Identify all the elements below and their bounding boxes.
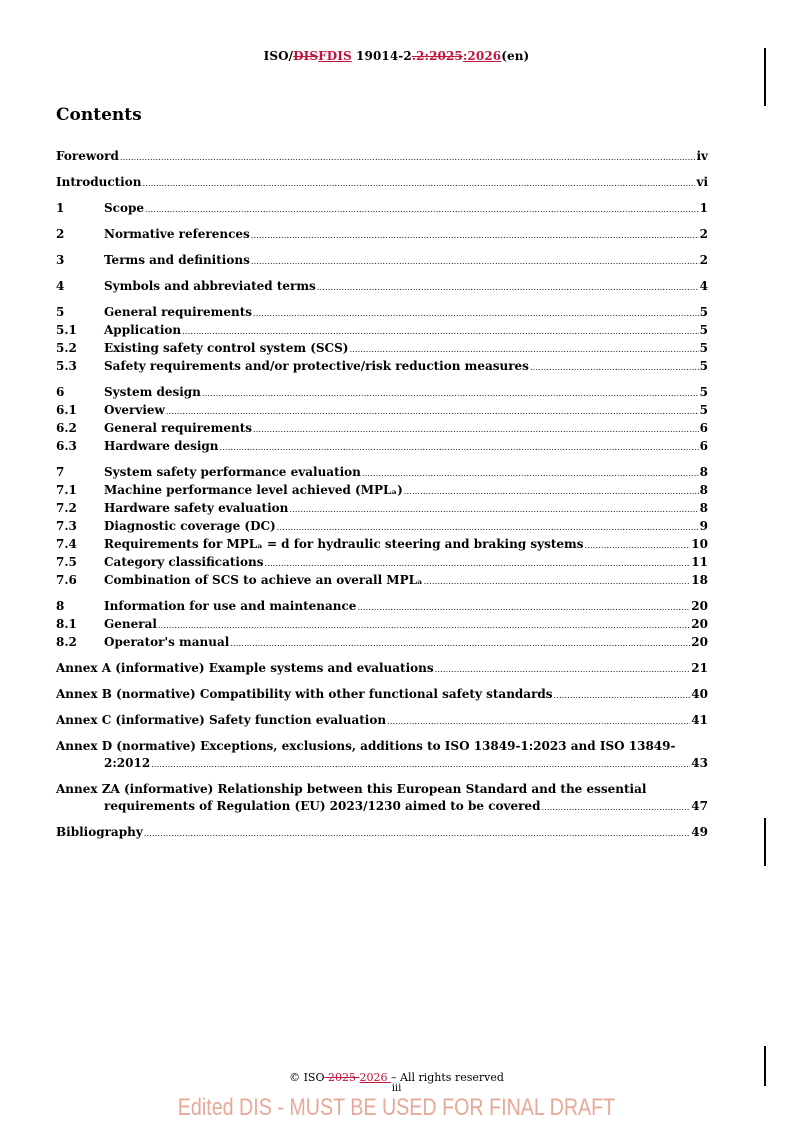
toc-entry[interactable] (56, 304, 708, 322)
toc-entry-title: Annex A (informative) Example systems and evaluations (56, 661, 434, 675)
page-number: iii (391, 1083, 402, 1094)
toc-entry[interactable] (56, 686, 708, 704)
toc-leader-dots (253, 305, 699, 322)
toc-entry-title: Annex B (normative) Compatibility with other functional safety standards (56, 687, 553, 701)
toc-entry-title-continued: 2:2012 (104, 756, 151, 770)
toc-entry-page: 20 (691, 635, 708, 649)
toc-leader-dots (251, 227, 699, 244)
toc-entry[interactable] (56, 438, 708, 456)
toc-entry[interactable] (56, 598, 708, 616)
toc-entry-page: 5 (699, 385, 708, 399)
toc-entry-title: Combination of SCS to achieve an overall MPLₐ (104, 573, 423, 587)
toc-entry-title: System safety performance evaluation (104, 465, 361, 479)
toc-leader-dots (317, 279, 699, 296)
toc-entry-number: 7.4 (56, 537, 77, 551)
toc-leader-dots (357, 599, 690, 616)
toc-entry-number: 6.2 (56, 421, 77, 435)
toc-entry[interactable] (56, 536, 708, 554)
toc-entry-title: Safety requirements and/or protective/risk reduction measures (104, 359, 529, 373)
toc-entry-page: 43 (691, 756, 708, 770)
toc-entry-page: 6 (699, 439, 708, 453)
footer-inserted-year: 2026 (359, 1071, 391, 1084)
toc-entry-number: 6.1 (56, 403, 77, 417)
header-deleted-stage: DIS (293, 49, 319, 63)
toc-entry-number: 8.1 (56, 617, 77, 631)
toc-entry[interactable] (56, 148, 708, 166)
toc-entry-title: Diagnostic coverage (DC) (104, 519, 276, 533)
toc-entry[interactable] (56, 402, 708, 420)
toc-entry-title: Application (104, 323, 182, 337)
toc-leader-dots (142, 175, 695, 192)
toc-entry-bibliography[interactable] (56, 824, 708, 842)
toc-entry-page: 11 (691, 555, 708, 569)
toc-leader-dots (387, 713, 690, 730)
toc-entry-title: Foreword (56, 149, 119, 163)
toc-entry-page: 5 (699, 341, 708, 355)
toc-entry-number: 1 (56, 201, 65, 215)
toc-entry-page: 8 (699, 465, 708, 479)
toc-entry-title: Hardware design (104, 439, 219, 453)
toc-entry[interactable] (56, 518, 708, 536)
header-inserted-stage: FDIS (318, 49, 352, 63)
toc-entry-number: 7.1 (56, 483, 77, 497)
toc-entry[interactable] (56, 464, 708, 482)
toc-entry[interactable] (56, 712, 708, 730)
toc-entry-title: System design (104, 385, 201, 399)
toc-entry-number: 5 (56, 305, 65, 319)
toc-leader-dots (362, 465, 699, 482)
toc-rows (56, 148, 708, 730)
document-header (0, 49, 793, 63)
toc-entry-title: Machine performance level achieved (MPLₐ) (104, 483, 403, 497)
toc-entry-page: 2 (699, 227, 708, 241)
header-lang: (en) (501, 49, 530, 63)
toc-leader-dots (554, 687, 691, 704)
toc-entry-number: 4 (56, 279, 65, 293)
toc-entry-title: Annex C (informative) Safety function evaluation (56, 713, 387, 727)
toc-entry[interactable] (56, 226, 708, 244)
toc-entry-title: Bibliography (56, 825, 143, 839)
toc-entry-title: Operator's manual (104, 635, 230, 649)
header-number: 19014-2 (351, 49, 412, 63)
header-deleted-year: .2:2025 (411, 49, 463, 63)
toc-entry-title: Annex ZA (informative) Relationship between this European Standard and the essential (56, 782, 647, 796)
toc-entry-number: 5.3 (56, 359, 77, 373)
toc-entry[interactable] (56, 278, 708, 296)
toc-leader-dots (435, 661, 691, 678)
toc-leader-dots (404, 483, 699, 500)
toc-leader-dots (585, 537, 691, 554)
toc-entry[interactable] (56, 384, 708, 402)
toc-entry-page: 5 (699, 359, 708, 373)
toc-leader-dots (424, 573, 691, 590)
toc-entry-title: Symbols and abbreviated terms (104, 279, 316, 293)
toc-leader-dots (120, 149, 696, 166)
toc-entry-number: 7.3 (56, 519, 77, 533)
toc-entry-page: 20 (691, 617, 708, 631)
toc-leader-dots (251, 253, 699, 270)
toc-entry-page: vi (696, 175, 708, 189)
toc-entry-title: Requirements for MPLₐ = d for hydraulic steering and braking systems (104, 537, 584, 551)
toc-entry-page: 9 (699, 519, 708, 533)
toc-entry-page: 41 (691, 713, 708, 727)
toc-entry-page: 8 (699, 483, 708, 497)
toc-leader-dots (253, 421, 699, 438)
header-inserted-year: :2026 (462, 49, 502, 63)
toc-entry-number: 2 (56, 227, 65, 241)
toc-entry-annex-d[interactable] (56, 738, 708, 773)
toc-entry-number: 5.1 (56, 323, 77, 337)
toc-leader-dots (144, 825, 691, 842)
toc-entry[interactable] (56, 500, 708, 518)
toc-entry-page: 6 (699, 421, 708, 435)
toc-leader-dots (202, 385, 699, 402)
toc-entry[interactable] (56, 340, 708, 358)
toc-leader-dots (277, 519, 699, 536)
toc-entry-page: 8 (699, 501, 708, 515)
page-footer (0, 1071, 793, 1093)
toc-entry[interactable] (56, 482, 708, 500)
toc-entry-page: 1 (699, 201, 708, 215)
toc-entry-page: 10 (691, 537, 708, 551)
toc-leader-dots (158, 617, 690, 634)
footer-rights: – All rights reserved (391, 1071, 504, 1084)
toc-entry[interactable] (56, 322, 708, 340)
toc-entry-number: 8.2 (56, 635, 77, 649)
toc-leader-dots (349, 341, 698, 358)
toc-entry-title: Scope (104, 201, 145, 215)
toc-entry-number: 7 (56, 465, 65, 479)
draft-watermark: Edited DIS - MUST BE USED FOR FINAL DRAFT (177, 1094, 616, 1121)
toc-entry-number: 7.2 (56, 501, 77, 515)
toc-entry-title: Overview (104, 403, 165, 417)
toc-entry-title: Terms and definitions (104, 253, 250, 267)
toc-entry-number: 3 (56, 253, 65, 267)
toc-entry-page: 20 (691, 599, 708, 613)
toc-entry-title: General (104, 617, 157, 631)
toc-entry-title: Normative references (104, 227, 250, 241)
toc-entry[interactable] (56, 554, 708, 572)
toc-entry-number: 8 (56, 599, 65, 613)
toc-entry-number: 6.3 (56, 439, 77, 453)
toc-entry-title: Hardware safety evaluation (104, 501, 289, 515)
toc-entry-title: General requirements (104, 305, 253, 319)
table-of-contents (56, 148, 708, 842)
toc-entry-title: Annex D (normative) Exceptions, exclusions, additions to ISO 13849-1:2023 and ISO 13849- (56, 739, 676, 753)
toc-leader-dots (230, 635, 690, 652)
toc-leader-dots (151, 756, 690, 773)
toc-entry-annex-za[interactable] (56, 781, 708, 816)
toc-entry-page: 40 (691, 687, 708, 701)
toc-entry-page: 5 (699, 403, 708, 417)
toc-leader-dots (220, 439, 699, 456)
toc-entry[interactable] (56, 200, 708, 218)
change-bar (764, 818, 766, 866)
toc-entry-page: 49 (691, 825, 708, 839)
toc-entry-page: 4 (699, 279, 708, 293)
toc-entry-title: Category classifications (104, 555, 264, 569)
toc-leader-dots (264, 555, 690, 572)
footer-deleted-year: 2025 (324, 1071, 360, 1084)
toc-entry-page: 5 (699, 305, 708, 319)
toc-leader-dots (530, 359, 699, 376)
toc-entry-page: 2 (699, 253, 708, 267)
toc-entry[interactable] (56, 252, 708, 270)
toc-entry-page: 21 (691, 661, 708, 675)
toc-entry[interactable] (56, 634, 708, 652)
toc-entry-number: 7.6 (56, 573, 77, 587)
change-bar (764, 48, 766, 106)
toc-entry[interactable] (56, 358, 708, 376)
toc-entry[interactable] (56, 420, 708, 438)
toc-entry-title: General requirements (104, 421, 253, 435)
contents-title: Contents (56, 105, 142, 125)
toc-leader-dots (182, 323, 699, 340)
toc-entry-number: 6 (56, 385, 65, 399)
toc-leader-dots (166, 403, 699, 420)
footer-copyright: © ISO (289, 1071, 325, 1084)
toc-entry-title-continued: requirements of Regulation (EU) 2023/1230 aimed to be covered (104, 799, 541, 813)
toc-leader-dots (145, 201, 699, 218)
toc-entry-number: 7.5 (56, 555, 77, 569)
header-prefix: ISO/ (263, 49, 294, 63)
toc-entry-page: iv (696, 149, 708, 163)
toc-entry[interactable] (56, 174, 708, 192)
toc-entry-page: 5 (699, 323, 708, 337)
toc-leader-dots (541, 799, 690, 816)
toc-entry-title: Existing safety control system (SCS) (104, 341, 349, 355)
toc-entry-page: 18 (691, 573, 708, 587)
toc-entry[interactable] (56, 572, 708, 590)
toc-entry-title: Information for use and maintenance (104, 599, 357, 613)
toc-entry-title: Introduction (56, 175, 142, 189)
toc-entry[interactable] (56, 616, 708, 634)
toc-entry-page: 47 (691, 799, 708, 813)
toc-entry[interactable] (56, 660, 708, 678)
toc-entry-number: 5.2 (56, 341, 77, 355)
toc-leader-dots (289, 501, 698, 518)
